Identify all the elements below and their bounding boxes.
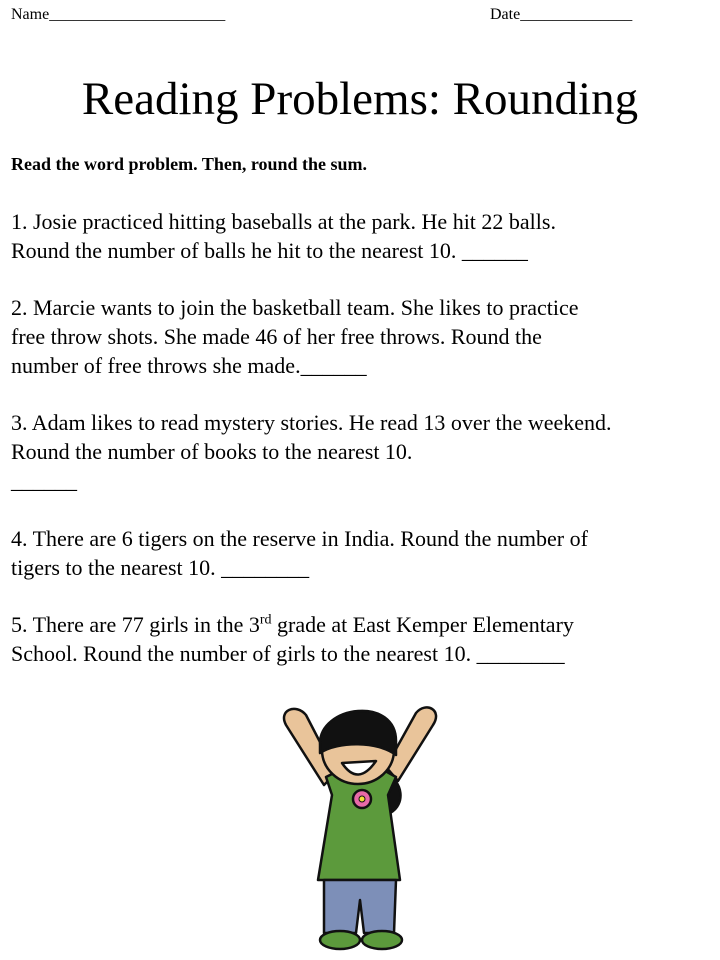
problem-line: 4. There are 6 tigers on the reserve in India. Round the number of bbox=[11, 526, 588, 551]
problem-line: 2. Marcie wants to join the basketball team. She likes to practice bbox=[11, 295, 579, 320]
cheering-girl-icon bbox=[278, 695, 443, 957]
name-field-label: Name______________________ bbox=[11, 6, 226, 23]
problem-2 bbox=[11, 293, 579, 380]
problem-line: 1. Josie practiced hitting baseballs at the park. He hit 22 balls. bbox=[11, 209, 556, 234]
ordinal-suffix: rd bbox=[259, 612, 272, 628]
date-field-label: Date______________ bbox=[490, 6, 633, 23]
problem-1 bbox=[11, 207, 556, 265]
problem-text: grade at East Kemper Elementary bbox=[271, 612, 574, 637]
instructions: Read the word problem. Then, round the sum. bbox=[11, 154, 368, 174]
problem-5 bbox=[11, 610, 574, 668]
problem-line bbox=[11, 610, 574, 639]
problem-line: free throw shots. She made 46 of her free throws. Round the bbox=[11, 324, 542, 349]
problem-line: 3. Adam likes to read mystery stories. He read 13 over the weekend. bbox=[11, 410, 612, 435]
problem-4 bbox=[11, 524, 588, 582]
problem-3 bbox=[11, 408, 612, 495]
problem-line: tigers to the nearest 10. ________ bbox=[11, 555, 310, 580]
problem-text: 5. There are 77 girls in the 3 bbox=[11, 612, 260, 637]
problem-line: School. Round the number of girls to the nearest 10. ________ bbox=[11, 641, 565, 666]
problem-line: Round the number of balls he hit to the nearest 10. ______ bbox=[11, 238, 528, 263]
page-title: Reading Problems: Rounding bbox=[81, 73, 639, 125]
problem-line: ______ bbox=[11, 468, 77, 493]
problem-line: number of free throws she made.______ bbox=[11, 353, 367, 378]
problem-line: Round the number of books to the nearest 10. bbox=[11, 439, 413, 464]
